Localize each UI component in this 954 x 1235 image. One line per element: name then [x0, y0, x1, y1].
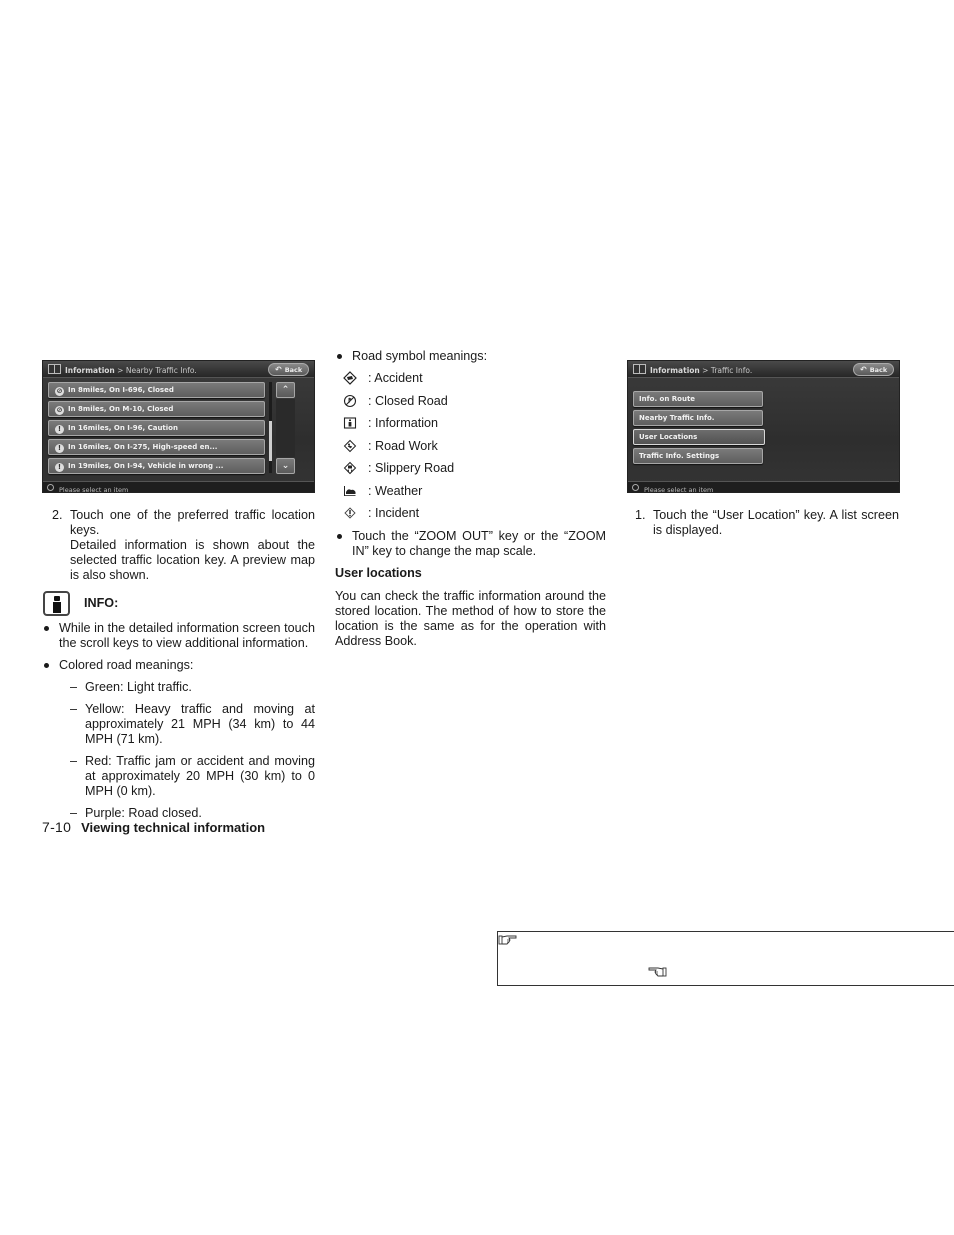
- road-work-icon: [343, 439, 357, 453]
- color-purple: – Purple: Road closed.: [70, 806, 202, 820]
- information-icon: [343, 416, 357, 430]
- book-icon: [633, 364, 646, 374]
- color-green: – Green: Light traffic.: [70, 680, 192, 694]
- status-bar: [43, 481, 314, 492]
- screen-titlebar: [628, 361, 899, 378]
- chevron-double-down-icon: ⌄: [281, 461, 290, 471]
- info-bullet-colors: Colored road meanings:: [42, 658, 315, 673]
- info-icon: [43, 591, 70, 616]
- incident-icon: !: [55, 444, 64, 453]
- pointing-hand-right-icon: [498, 934, 518, 950]
- traffic-item-5[interactable]: ! In 19miles, On I-94, Vehicle in wrong ...: [48, 458, 265, 474]
- scrollbar-thumb[interactable]: [269, 421, 272, 461]
- back-arrow-icon: ↶: [860, 365, 867, 374]
- section-title: Viewing technical information: [81, 820, 266, 835]
- status-bar: [628, 481, 899, 492]
- traffic-item-4[interactable]: ! In 16miles, On I-275, High-speed en...: [48, 439, 265, 455]
- screen-title: Information > Traffic Info.: [650, 366, 753, 375]
- incident-icon: [343, 506, 357, 520]
- zoom-bullet: Touch the “ZOOM OUT” key or the “ZOOM IN” key to change the map scale.: [335, 529, 606, 559]
- status-text: Please select an item: [644, 486, 714, 493]
- step-number: 2.: [52, 508, 63, 522]
- weather-icon: [343, 484, 357, 498]
- symbol-row-slippery-road: : Slippery Road: [335, 461, 606, 484]
- symbol-row-accident: : Accident: [335, 371, 606, 394]
- screen-title: Information > Nearby Traffic Info.: [65, 366, 197, 375]
- closed-road-icon: ⊘: [56, 406, 63, 414]
- slippery-road-icon: [343, 461, 357, 475]
- traffic-item-1[interactable]: ⊘ In 8miles, On I-696, Closed: [48, 382, 265, 398]
- symbol-row-information: : Information: [335, 416, 606, 439]
- closed-road-icon: [343, 394, 357, 408]
- accident-icon: [343, 371, 357, 385]
- closed-road-icon: ⊘: [56, 387, 63, 395]
- note-box: [497, 931, 954, 986]
- menu-traffic-info-settings[interactable]: Traffic Info. Settings: [633, 448, 763, 464]
- book-icon: [48, 364, 61, 374]
- step-1: [627, 508, 899, 538]
- page-number: 7-10: [42, 819, 72, 835]
- scroll-down-button[interactable]: [276, 458, 295, 474]
- traffic-item-2[interactable]: ⊘ In 8miles, On M-10, Closed: [48, 401, 265, 417]
- middle-column: [335, 349, 606, 649]
- menu-nearby-traffic-info[interactable]: Nearby Traffic Info.: [633, 410, 763, 426]
- screen-titlebar: [43, 361, 314, 378]
- menu-user-locations[interactable]: User Locations: [633, 429, 765, 445]
- chevron-double-up-icon: ⌃: [281, 385, 290, 395]
- symbol-row-road-work: : Road Work: [335, 439, 606, 462]
- status-icon: [632, 484, 639, 491]
- pointing-hand-left-icon: [647, 966, 667, 982]
- color-red: – Red: Traffic jam or accident and moving at approximately 20 MPH (30 km) to 0 MPH (0 km).: [70, 754, 315, 798]
- symbol-row-closed-road: : Closed Road: [335, 394, 606, 417]
- right-column: [627, 360, 899, 538]
- back-arrow-icon: ↶: [275, 365, 282, 374]
- incident-icon: !: [55, 425, 64, 434]
- scroll-column: [276, 399, 295, 457]
- step-number: 1.: [635, 508, 646, 522]
- symbol-row-incident: : Incident: [335, 506, 606, 529]
- left-column: [42, 360, 315, 821]
- page-footer: [42, 820, 265, 835]
- info-label: INFO:: [84, 596, 119, 610]
- incident-icon: !: [55, 463, 64, 472]
- symbols-bullet: Road symbol meanings:: [335, 349, 606, 364]
- step-text: Touch one of the preferred traffic location keys.: [70, 508, 315, 537]
- step-detail: Detailed information is shown about the selected traffic location key. A preview map is also shown.: [70, 538, 315, 582]
- info-bullet-scroll: While in the detailed information screen touch the scroll keys to view additional information.: [42, 621, 315, 651]
- traffic-item-3[interactable]: ! In 16miles, On I-96, Caution: [48, 420, 265, 436]
- traffic-info-screen: [627, 360, 900, 493]
- user-locations-heading: User locations: [335, 565, 422, 580]
- user-locations-paragraph: You can check the traffic information around the stored location. The method of how to store the location is the same as for the operation with Address Book.: [335, 588, 606, 648]
- back-button[interactable]: ↶ Back: [853, 363, 894, 376]
- step-2: [42, 508, 315, 583]
- menu-info-on-route[interactable]: Info. on Route: [633, 391, 763, 407]
- scroll-up-button[interactable]: [276, 382, 295, 398]
- back-button[interactable]: ↶ Back: [268, 363, 309, 376]
- status-icon: [47, 484, 54, 491]
- step-text: Touch the “User Location” key. A list screen is displayed.: [653, 508, 899, 537]
- nearby-traffic-screen: [42, 360, 315, 493]
- info-heading: [42, 591, 315, 617]
- status-text: Please select an item: [59, 486, 129, 493]
- color-yellow: – Yellow: Heavy traffic and moving at approximately 21 MPH (34 km) to 44 MPH (71 km).: [70, 702, 315, 746]
- symbol-row-weather: : Weather: [335, 484, 606, 507]
